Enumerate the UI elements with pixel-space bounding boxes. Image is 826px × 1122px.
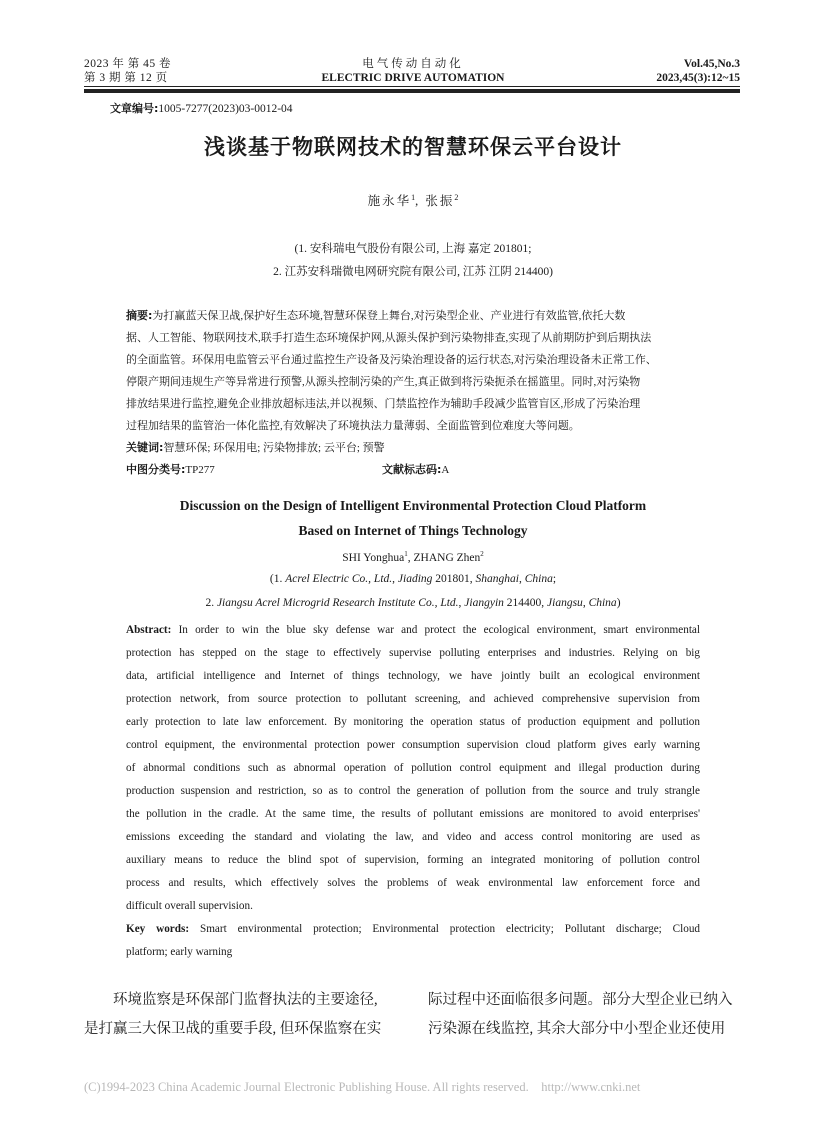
- header-vol-no: Vol.45,No.3: [683, 58, 740, 70]
- abstract-cn: [126, 305, 700, 481]
- abstract-cn-line: 过程加结果的监管治一体化监控,有效解决了环境执法力量薄弱、全面监管到位难度大等问题。: [126, 420, 580, 432]
- clc-label: 中图分类号:: [126, 463, 186, 476]
- body-paragraph-line: 是打赢三大保卫战的重要手段, 但环保监察在实: [84, 1021, 382, 1037]
- journal-name-en: ELECTRIC DRIVE AUTOMATION: [321, 72, 505, 84]
- author-affiliation-mark: 2: [480, 550, 484, 558]
- author-affiliation-mark: 2: [454, 192, 459, 202]
- abstract-en: [126, 619, 700, 964]
- keywords-en-continued: platform; early warning: [126, 946, 233, 958]
- doc-code-value: A: [441, 464, 450, 476]
- keywords-cn: [126, 437, 700, 459]
- affiliation-zip: 214400: [506, 597, 542, 609]
- affiliation-city: Jiading: [397, 573, 433, 585]
- copyright-text: (C)1994-2023 China Academic Journal Electronic Publishing House. All rights reserved.: [84, 1080, 529, 1094]
- abstract-en-line: difficult overall supervision.: [126, 900, 253, 912]
- affiliation-zip: 201801: [435, 573, 470, 585]
- paper-title-en-line1: Discussion on the Design of Intelligent Environmental Protection Cloud Platform: [179, 498, 647, 513]
- copyright-footer: [84, 1080, 640, 1095]
- keywords-en: [126, 918, 700, 941]
- abstract-en-line: control equipment, the environmental protection power consumption supervision cloud platform gives early warning: [126, 739, 700, 751]
- affiliation-prefix: 2.: [205, 597, 217, 609]
- abstract-en-label: Abstract:: [126, 624, 172, 636]
- abstract-cn-line: 排放结果进行监控,避免企业排放超标违法,并以视频、门禁监控作为辅助手段减少监管盲区,形成了污染治理: [126, 398, 641, 410]
- author-name-en: SHI Yonghua: [342, 551, 405, 564]
- header-rule-thin: [84, 86, 740, 87]
- keywords-cn-label: 关键词:: [126, 441, 164, 454]
- abstract-en-line: data, artificial intelligence and Internet of things technology, we have jointly built an ecological environment: [126, 670, 700, 682]
- header-year-pages: 2023,45(3):12~15: [656, 72, 740, 84]
- affiliation-end: ;: [552, 573, 557, 585]
- abstract-en-line: early protection to late law enforcement. By monitoring the operation status of production equipment and pollution: [126, 716, 700, 728]
- abstract-en-line: protection has stepped on the stage to effectively supervise polluting enterprises and industries. Relying on big: [126, 647, 700, 659]
- abstract-en-line: Abstract: In order to win the blue sky defense war and protect the ecological environment, smart environmental: [126, 624, 700, 636]
- paper-title-en-line2: Based on Internet of Things Technology: [298, 523, 528, 538]
- affiliation-city: Jiangyin: [464, 597, 504, 609]
- keywords-en-label: Key words:: [126, 923, 190, 935]
- abstract-cn-line: 为打赢蓝天保卫战,保护好生态环境,智慧环保登上舞台,对污染型企业、产业进行有效监管,依托大数: [152, 310, 626, 322]
- abstract-en-line: of abnormal conditions such as abnormal operation of pollution control equipment and illegal production during: [126, 762, 700, 774]
- body-paragraph-line: 污染源在线监控, 其余大部分中小型企业还使用: [428, 1021, 726, 1037]
- abstract-en-line: production suspension and restriction, so as to control the generation of pollution from the source and truly strangle: [126, 785, 700, 797]
- affiliation-org: Acrel Electric Co., Ltd.: [285, 573, 393, 585]
- header-volume-issue: [84, 57, 171, 85]
- abstract-cn-line: 据、人工智能、物联网技术,联手打造生态环境保护网,从源头保护到污染物排查,实现了从前期防护到后期执法: [126, 332, 652, 344]
- header-citation: [656, 57, 740, 85]
- affiliation-prefix: (1.: [269, 573, 286, 585]
- keywords-cn-value: 智慧环保; 环保用电; 污染物排放; 云平台; 预警: [163, 442, 385, 454]
- authors-en: SHI Yonghua$^1$, ZHANG Zhen$^2$: [342, 550, 484, 564]
- affiliation-country: China: [588, 597, 617, 609]
- affiliation-region: Jiangsu: [547, 597, 583, 609]
- article-number: [110, 100, 293, 116]
- author-affiliation-mark: 1: [411, 192, 416, 202]
- author-name: 施永华: [367, 194, 412, 208]
- cnki-link[interactable]: http://www.cnki.net: [541, 1080, 641, 1094]
- affiliation-en-1: (1. Acrel Electric Co., Ltd., Jiading 201801, Shanghai, China;: [269, 573, 557, 585]
- author-name-en: ZHANG Zhen: [413, 551, 481, 564]
- authors-cn: 施永华$^1$, 张振$^2$: [367, 192, 459, 208]
- body-paragraph-line: 环境监察是环保部门监督执法的主要途径,: [113, 992, 378, 1008]
- header-year-volume: 2023 年 第 45 卷: [84, 58, 171, 70]
- author-name: 张振: [425, 194, 455, 208]
- body-column-left: [84, 986, 402, 1044]
- article-number-value: 1005-7277(2023)03-0012-04: [158, 103, 293, 115]
- abstract-en-line: protection network, from source protection to pollutant screening, and achieved comprehensive supervision from: [126, 693, 700, 705]
- abstract-en-line: emissions exceeding the standard and violating the law, and video and access control monitoring are used as: [126, 831, 700, 843]
- journal-name-cn: 电气传动自动化: [362, 58, 464, 70]
- header-issue-page: 第 3 期 第 12 页: [84, 72, 168, 84]
- affiliation-end: ): [616, 597, 621, 609]
- affiliation-en-2: 2. Jiangsu Acrel Microgrid Research Institute Co., Ltd., Jiangyin 214400, Jiangsu, China): [205, 597, 621, 609]
- author-affiliation-mark: 1: [404, 550, 408, 558]
- affiliation-cn-1: (1. 安科瑞电气股份有限公司, 上海 嘉定 201801;: [294, 243, 532, 255]
- affiliation-region: Shanghai: [475, 573, 519, 585]
- body-paragraph-line: 际过程中还面临很多问题。部分大型企业已纳入: [428, 992, 733, 1008]
- abstract-cn-line: 的全面监管。环保用电监管云平台通过监控生产设备及污染治理设备的运行状态,对污染治理设备未正常工作、: [126, 354, 657, 366]
- paper-title-cn: 浅谈基于物联网技术的智慧环保云平台设计: [204, 135, 622, 159]
- clc-value: TP277: [185, 464, 215, 476]
- abstract-cn-line: 停限产期间违规生产等异常进行预警,从源头控制污染的产生,真正做到将污染扼杀在摇篮里。同时,对污染物: [126, 376, 641, 388]
- abstract-en-line: the pollution in the cradle. At the same time, the results of pollutant emissions are monitored to avoid enterprises': [126, 808, 700, 820]
- affiliation-cn-2: 2. 江苏安科瑞微电网研究院有限公司, 江苏 江阴 214400): [273, 266, 553, 278]
- affiliation-country: China: [524, 573, 553, 585]
- keywords-en-value: Smart environmental protection; Environmental protection electricity; Pollutant discharge; Cloud: [199, 923, 701, 935]
- body-column-right: [428, 986, 746, 1044]
- header-rule-thick: [84, 89, 740, 93]
- abstract-en-line: auxiliary means to reduce the blind spot of supervision, forming an integrated monitoring of pollution control: [126, 854, 700, 866]
- header-journal-name: [280, 57, 546, 85]
- abstract-cn-label: 摘要:: [126, 309, 153, 322]
- abstract-en-line: process and results, which effectively solves the problems of weak environmental law enforcement force and: [126, 877, 700, 889]
- affiliation-org: Jiangsu Acrel Microgrid Research Institute Co., Ltd.: [216, 597, 459, 609]
- classification-row: [126, 459, 700, 481]
- article-number-label: 文章编号:: [110, 102, 159, 115]
- doc-code-label: 文献标志码:: [382, 463, 442, 476]
